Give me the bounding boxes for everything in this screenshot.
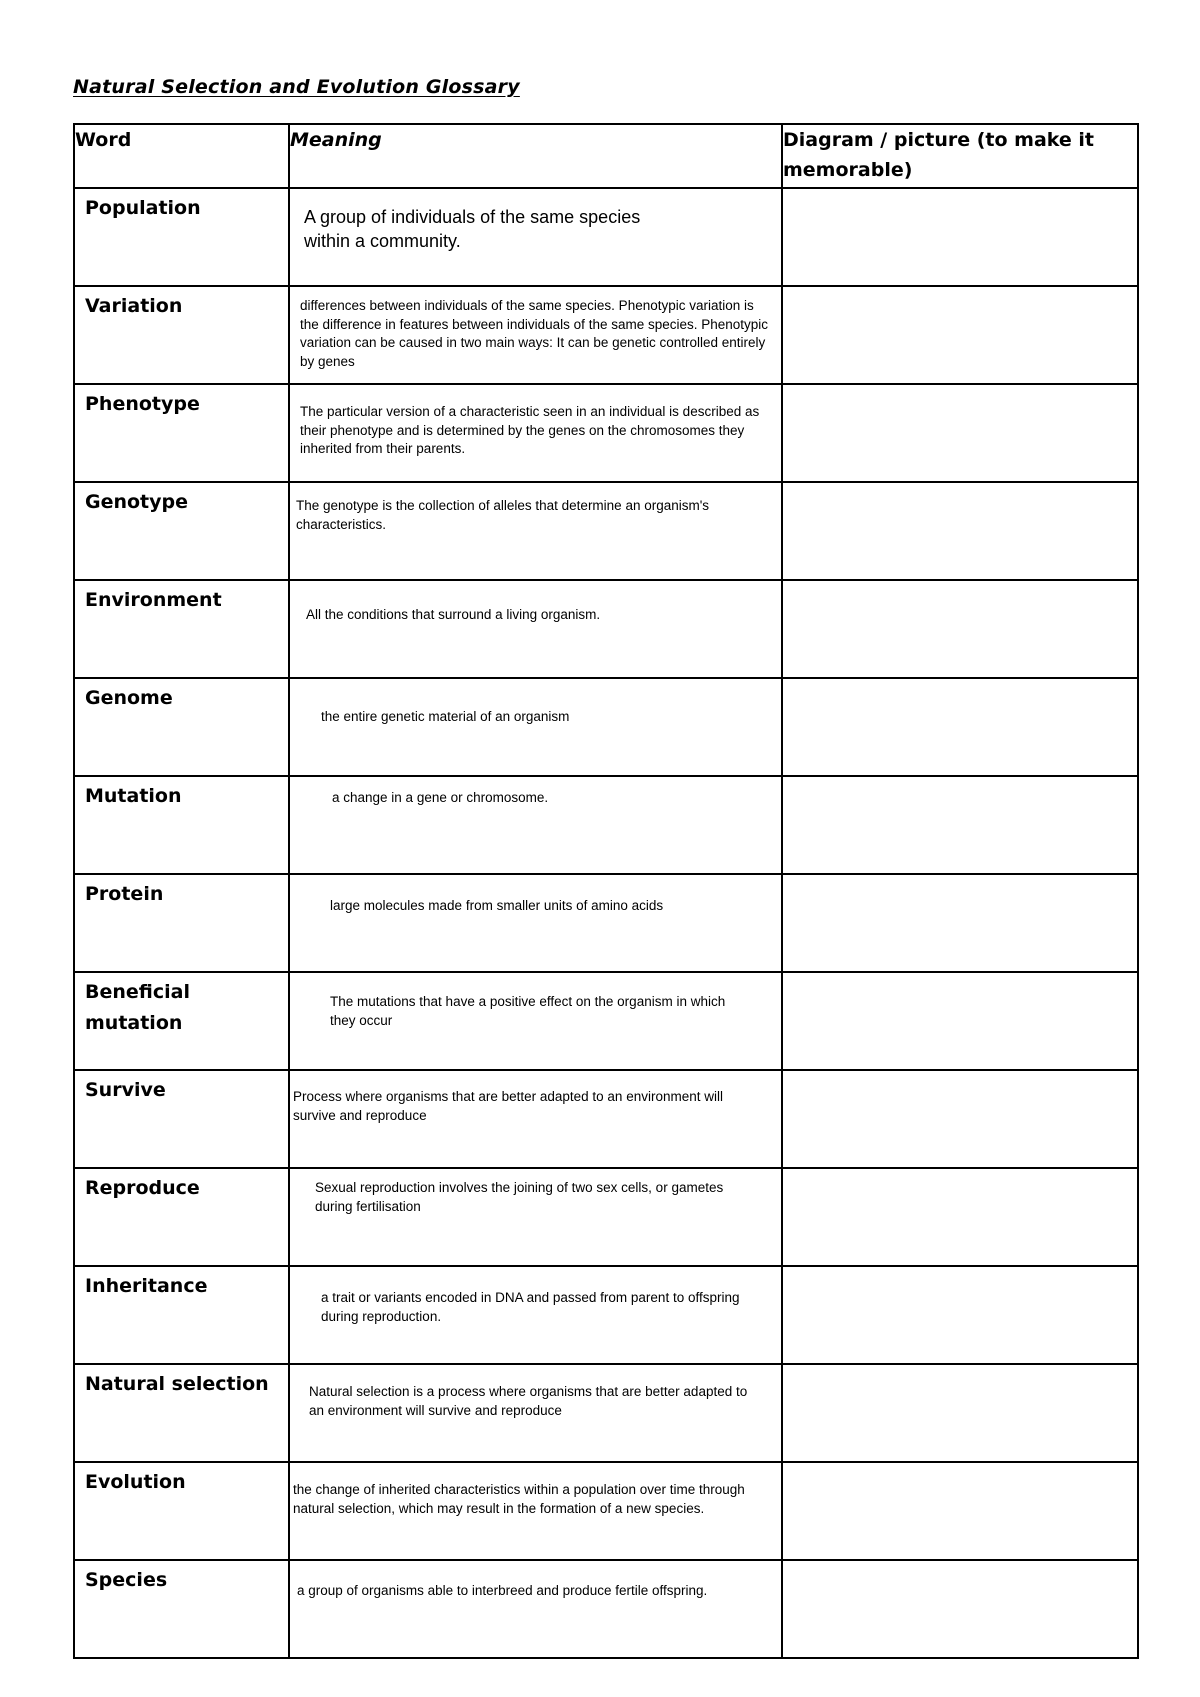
table-row — [74, 1266, 1138, 1364]
term-cell: Evolution — [74, 1462, 289, 1560]
meaning-text: The genotype is the collection of alleles that determine an organism's characteristics. — [296, 498, 710, 532]
meaning-cell[interactable] — [289, 482, 782, 580]
meaning-text: The particular version of a characteristic seen in an individual is described as their phenotype and is determined by the genes on the chromosomes they inherited from their parents. — [300, 404, 760, 456]
term-cell: Protein — [74, 874, 289, 972]
diagram-cell[interactable] — [782, 678, 1138, 776]
meaning-cell[interactable] — [289, 678, 782, 776]
table-row — [74, 1168, 1138, 1266]
meaning-text: large molecules made from smaller units of amino acids — [330, 898, 664, 913]
header-word: Word — [74, 124, 289, 188]
diagram-cell[interactable] — [782, 188, 1138, 286]
term-cell: Species — [74, 1560, 289, 1658]
header-diagram: Diagram / picture (to make it memorable) — [782, 124, 1138, 188]
meaning-cell[interactable] — [289, 1560, 782, 1658]
term-cell: Natural selection — [74, 1364, 289, 1462]
meaning-cell[interactable] — [289, 286, 782, 384]
meaning-text: The mutations that have a positive effect on the organism in which they occur — [330, 994, 726, 1028]
header-meaning: Meaning — [289, 124, 782, 188]
page-title: Natural Selection and Evolution Glossary — [73, 76, 520, 98]
meaning-cell[interactable] — [289, 972, 782, 1070]
diagram-cell[interactable] — [782, 1266, 1138, 1364]
meaning-cell[interactable] — [289, 776, 782, 874]
meaning-cell[interactable] — [289, 384, 782, 482]
meaning-cell[interactable] — [289, 874, 782, 972]
table-row — [74, 482, 1138, 580]
diagram-cell[interactable] — [782, 482, 1138, 580]
meaning-text: Sexual reproduction involves the joining of two sex cells, or gametes during fertilisation — [315, 1180, 724, 1214]
glossary-table — [73, 123, 1139, 1659]
table-row — [74, 776, 1138, 874]
term-cell: Mutation — [74, 776, 289, 874]
term-cell: Genotype — [74, 482, 289, 580]
meaning-text: Process where organisms that are better adapted to an environment will survive and reproduce — [293, 1089, 723, 1123]
meaning-cell[interactable] — [289, 580, 782, 678]
meaning-cell[interactable] — [289, 1266, 782, 1364]
term-cell: Population — [74, 188, 289, 286]
table-row — [74, 1364, 1138, 1462]
table-row — [74, 188, 1138, 286]
meaning-text: a group of organisms able to interbreed and produce fertile offspring. — [297, 1583, 708, 1598]
table-row — [74, 874, 1138, 972]
meaning-text: All the conditions that surround a living organism. — [306, 607, 601, 622]
meaning-cell[interactable] — [289, 1070, 782, 1168]
term-cell: Phenotype — [74, 384, 289, 482]
diagram-cell[interactable] — [782, 384, 1138, 482]
table-row — [74, 972, 1138, 1070]
table-row — [74, 678, 1138, 776]
meaning-text: the change of inherited characteristics within a population over time through natural selection, which may result in the formation of a new species. — [293, 1482, 745, 1516]
term-cell: Beneficial mutation — [74, 972, 289, 1070]
table-row — [74, 1560, 1138, 1658]
diagram-cell[interactable] — [782, 776, 1138, 874]
table-row — [74, 384, 1138, 482]
table-row — [74, 286, 1138, 384]
diagram-cell[interactable] — [782, 874, 1138, 972]
meaning-cell[interactable] — [289, 188, 782, 286]
meaning-cell[interactable] — [289, 1364, 782, 1462]
term-cell: Reproduce — [74, 1168, 289, 1266]
table-row — [74, 1462, 1138, 1560]
term-cell: Variation — [74, 286, 289, 384]
meaning-text: the entire genetic material of an organism — [321, 709, 570, 724]
meaning-cell[interactable] — [289, 1168, 782, 1266]
meaning-text: A group of individuals of the same species within a community. — [304, 207, 641, 251]
term-cell: Genome — [74, 678, 289, 776]
meaning-text: Natural selection is a process where organisms that are better adapted to an environment will survive and reproduce — [309, 1384, 748, 1418]
diagram-cell[interactable] — [782, 1168, 1138, 1266]
term-cell: Environment — [74, 580, 289, 678]
table-header-row — [74, 124, 1138, 188]
diagram-cell[interactable] — [782, 972, 1138, 1070]
meaning-cell[interactable] — [289, 1462, 782, 1560]
meaning-text: differences between individuals of the same species. Phenotypic variation is the difference in features between individuals of the same species. Phenotypic variation can be caused in two main ways: It can be genetic controlled entirely by genes — [300, 298, 769, 369]
diagram-cell[interactable] — [782, 1070, 1138, 1168]
term-cell: Inheritance — [74, 1266, 289, 1364]
diagram-cell[interactable] — [782, 1462, 1138, 1560]
table-row — [74, 580, 1138, 678]
diagram-cell[interactable] — [782, 1560, 1138, 1658]
diagram-cell[interactable] — [782, 580, 1138, 678]
diagram-cell[interactable] — [782, 1364, 1138, 1462]
table-row — [74, 1070, 1138, 1168]
meaning-text: a trait or variants encoded in DNA and passed from parent to offspring during reproduction. — [321, 1290, 740, 1324]
meaning-text: a change in a gene or chromosome. — [332, 790, 549, 805]
diagram-cell[interactable] — [782, 286, 1138, 384]
term-cell: Survive — [74, 1070, 289, 1168]
